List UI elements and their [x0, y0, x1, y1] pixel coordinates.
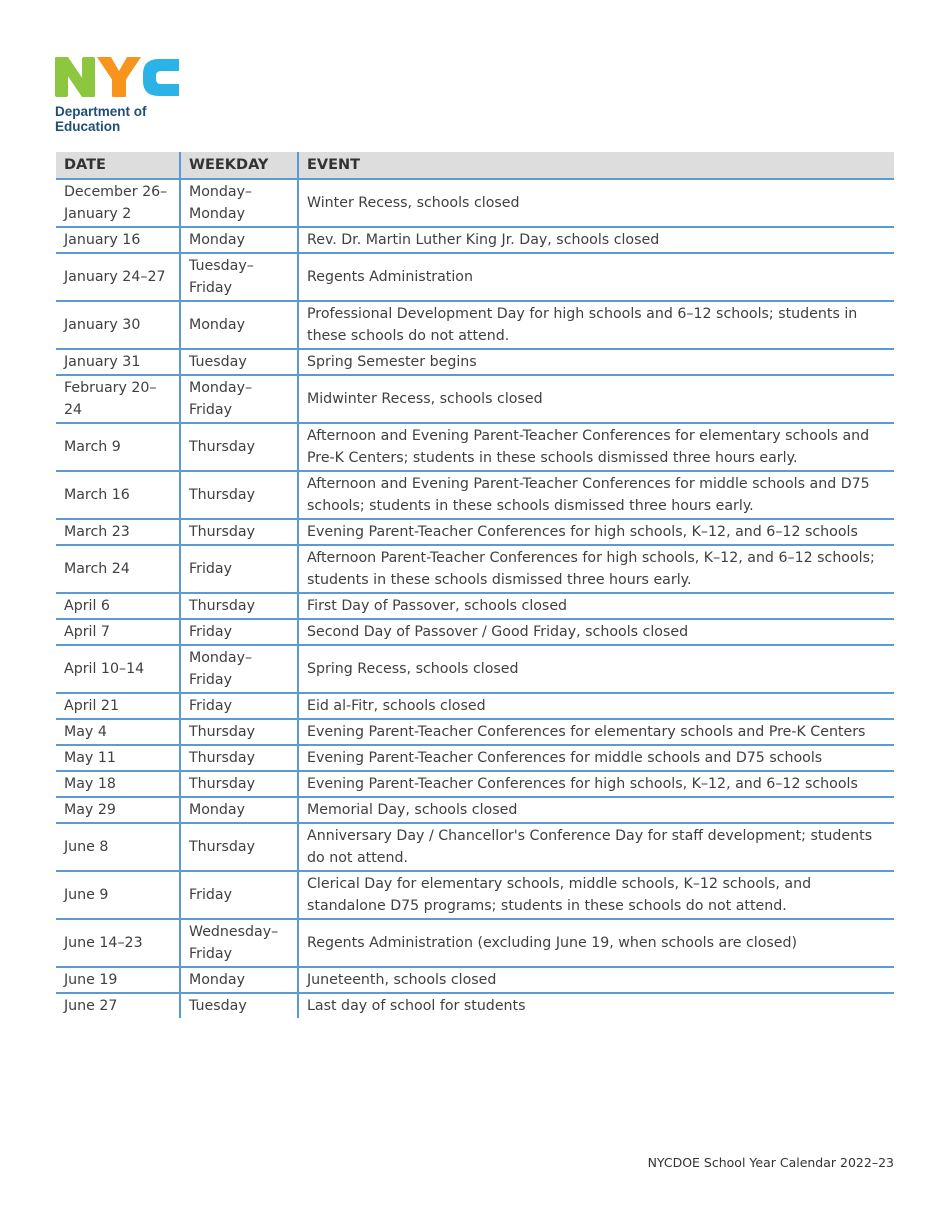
table-row [56, 253, 894, 301]
event-cell: Regents Administration (excluding June 19, when schools are closed) [298, 919, 894, 967]
weekday-cell: Thursday [180, 771, 298, 797]
date-cell: June 19 [56, 967, 180, 993]
event-cell: Winter Recess, schools closed [298, 179, 894, 227]
event-cell: Afternoon and Evening Parent-Teacher Conferences for elementary schools and Pre-K Centers; students in these schools dismissed three hours early. [298, 423, 894, 471]
weekday-cell: Monday–Monday [180, 179, 298, 227]
table-row [56, 745, 894, 771]
weekday-cell: Monday–Friday [180, 375, 298, 423]
event-cell: Juneteenth, schools closed [298, 967, 894, 993]
weekday-cell: Friday [180, 871, 298, 919]
weekday-cell: Thursday [180, 423, 298, 471]
date-cell: March 16 [56, 471, 180, 519]
table-row [56, 919, 894, 967]
table-row [56, 301, 894, 349]
event-cell: Regents Administration [298, 253, 894, 301]
table-row [56, 645, 894, 693]
nyc-logo-mark [55, 55, 181, 99]
table-row [56, 967, 894, 993]
table-row [56, 993, 894, 1018]
logo-line-1: Department of [55, 104, 147, 119]
event-cell: Evening Parent-Teacher Conferences for high schools, K–12, and 6–12 schools [298, 519, 894, 545]
weekday-cell: Thursday [180, 823, 298, 871]
weekday-cell: Thursday [180, 745, 298, 771]
table-row [56, 519, 894, 545]
date-cell: June 27 [64, 998, 118, 1014]
date-cell: May 4 [56, 719, 180, 745]
event-cell: Second Day of Passover / Good Friday, schools closed [298, 619, 894, 645]
weekday-cell: Friday [180, 693, 298, 719]
date-cell: March 23 [56, 519, 180, 545]
date-cell: April 7 [56, 619, 180, 645]
table-row [56, 823, 894, 871]
event-cell: Spring Recess, schools closed [298, 645, 894, 693]
table-row [56, 423, 894, 471]
weekday-cell: Thursday [180, 519, 298, 545]
weekday-cell: Monday [180, 301, 298, 349]
weekday-cell: Thursday [180, 719, 298, 745]
weekday-cell: Thursday [180, 471, 298, 519]
event-cell: Last day of school for students [298, 993, 894, 1018]
header-date: DATE [56, 152, 180, 179]
date-cell: March 24 [56, 545, 180, 593]
date-cell: June 9 [56, 871, 180, 919]
date-cell: April 10–14 [56, 645, 180, 693]
event-cell: Memorial Day, schools closed [298, 797, 894, 823]
event-cell: Midwinter Recess, schools closed [298, 375, 894, 423]
date-cell: December 26–January 2 [56, 179, 180, 227]
weekday-cell: Tuesday [180, 349, 298, 375]
date-cell: May 29 [56, 797, 180, 823]
date-cell: May 11 [56, 745, 180, 771]
table-row [56, 375, 894, 423]
event-cell: Spring Semester begins [298, 349, 894, 375]
logo-letter-c [143, 59, 179, 96]
date-cell: January 30 [56, 301, 180, 349]
date-cell: April 21 [56, 693, 180, 719]
weekday-cell: Monday [180, 967, 298, 993]
table-row [56, 593, 894, 619]
weekday-cell: Monday [180, 227, 298, 253]
logo-caption [55, 104, 147, 134]
table-row [56, 349, 894, 375]
weekday-cell: Tuesday–Friday [180, 253, 298, 301]
weekday-cell: Friday [180, 545, 298, 593]
event-cell: Afternoon and Evening Parent-Teacher Conferences for middle schools and D75 schools; students in these schools dismissed three hours early. [298, 471, 894, 519]
date-cell: February 20–24 [56, 375, 180, 423]
header-weekday: WEEKDAY [180, 152, 298, 179]
date-cell: May 18 [56, 771, 180, 797]
event-cell: Evening Parent-Teacher Conferences for elementary schools and Pre-K Centers [298, 719, 894, 745]
date-cell: June 14–23 [56, 919, 180, 967]
school-calendar-table [56, 152, 894, 1018]
event-cell: Clerical Day for elementary schools, middle schools, K–12 schools, and standalone D75 programs; students in these schools do not attend. [298, 871, 894, 919]
page-footer: NYCDOE School Year Calendar 2022–23 [647, 1155, 894, 1170]
table-row [56, 619, 894, 645]
logo-line-2: Education [55, 119, 121, 134]
date-cell: January 24–27 [56, 253, 180, 301]
table-row [56, 471, 894, 519]
date-cell: April 6 [56, 593, 180, 619]
event-cell: Evening Parent-Teacher Conferences for middle schools and D75 schools [298, 745, 894, 771]
table-row [56, 771, 894, 797]
event-cell: First Day of Passover, schools closed [298, 593, 894, 619]
logo-letter-y [97, 57, 141, 97]
logo-letter-n [55, 57, 95, 97]
table-row [56, 227, 894, 253]
table-header-row [56, 152, 894, 179]
weekday-cell: Monday [180, 797, 298, 823]
event-cell: Professional Development Day for high schools and 6–12 schools; students in these schools do not attend. [298, 301, 894, 349]
table-row [56, 871, 894, 919]
date-cell: March 9 [56, 423, 180, 471]
date-cell: January 31 [56, 349, 180, 375]
event-cell: Evening Parent-Teacher Conferences for high schools, K–12, and 6–12 schools [298, 771, 894, 797]
nyc-doe-logo [55, 55, 185, 137]
table-row [56, 179, 894, 227]
table-row [56, 693, 894, 719]
event-cell: Eid al-Fitr, schools closed [298, 693, 894, 719]
event-cell: Afternoon Parent-Teacher Conferences for high schools, K–12, and 6–12 schools; students in these schools dismissed three hours early. [298, 545, 894, 593]
date-cell: January 16 [56, 227, 180, 253]
event-cell: Anniversary Day / Chancellor's Conference Day for staff development; students do not attend. [298, 823, 894, 871]
weekday-cell: Thursday [180, 593, 298, 619]
weekday-cell: Wednesday–Friday [180, 919, 298, 967]
header-event: EVENT [298, 152, 894, 179]
weekday-cell: Monday–Friday [180, 645, 298, 693]
weekday-cell: Tuesday [180, 993, 298, 1018]
table-row [56, 797, 894, 823]
event-cell: Rev. Dr. Martin Luther King Jr. Day, schools closed [298, 227, 894, 253]
weekday-cell: Friday [180, 619, 298, 645]
date-cell: June 8 [56, 823, 180, 871]
table-row [56, 545, 894, 593]
table-row [56, 719, 894, 745]
